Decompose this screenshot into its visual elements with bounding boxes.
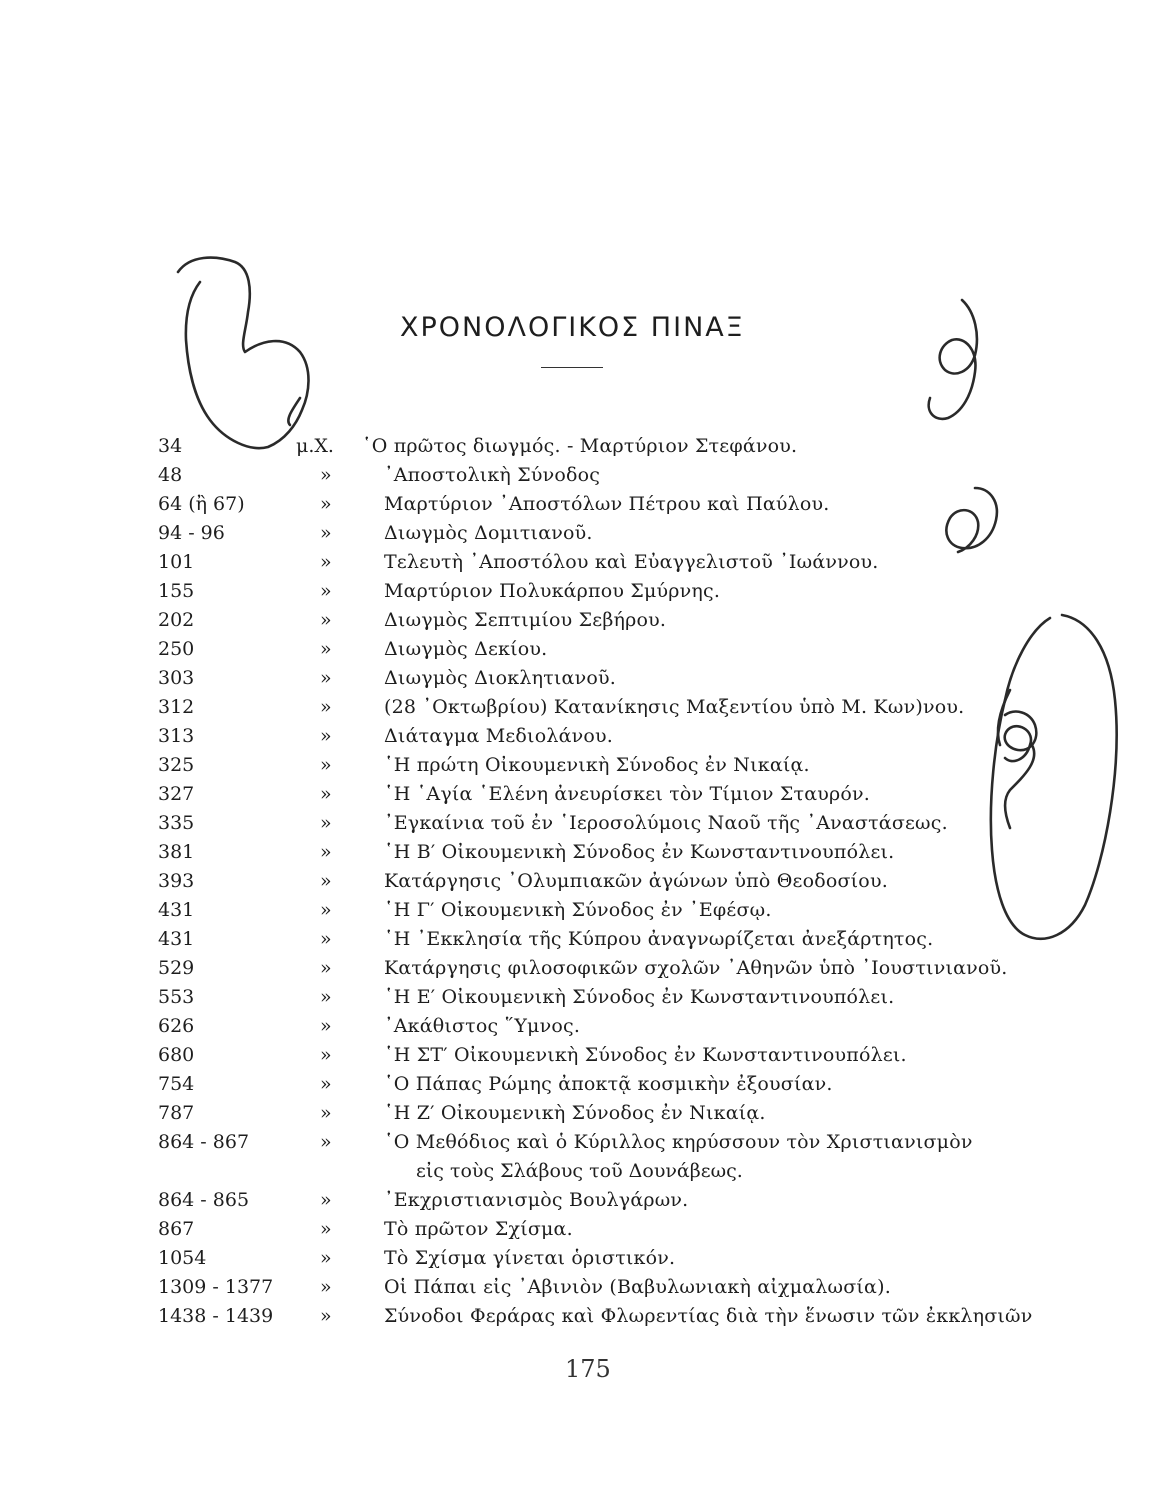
ditto-mark: »	[320, 1015, 332, 1037]
entry-event: Διάταγμα Μεδιολάνου.	[384, 725, 613, 747]
entry-event: Μαρτύριον Πολυκάρπου Σμύρνης.	[384, 580, 721, 602]
entry-event: ῾Η ΣΤ′ Οἰκουμενικὴ Σύνοδος ἐν Κωνσταντινουπόλει.	[384, 1044, 907, 1066]
entry-event-continuation: εἰς τοὺς Σλάβους τοῦ Δουνάβεως.	[416, 1160, 743, 1182]
entry-event: Σύνοδοι Φεράρας καὶ Φλωρεντίας διὰ τὴν ἕνωσιν τῶν ἐκκλησιῶν	[384, 1305, 1033, 1327]
ditto-mark: »	[320, 609, 332, 631]
entry-event: ῾Η Ζ′ Οἰκουμενικὴ Σύνοδος ἐν Νικαίᾳ.	[384, 1102, 766, 1124]
ditto-mark: »	[320, 1276, 332, 1298]
ditto-mark: »	[320, 1218, 332, 1240]
entry-event: Τὸ πρῶτον Σχίσμα.	[384, 1218, 573, 1240]
inner-knot-scribble	[1005, 712, 1037, 762]
ditto-mark: »	[320, 754, 332, 776]
entry-event: ᾿Αποστολικὴ Σύνοδος	[384, 464, 601, 486]
entry-year: 250	[158, 638, 195, 660]
ditto-mark: »	[320, 493, 332, 515]
ditto-mark: »	[320, 725, 332, 747]
entry-year: 864 - 865	[158, 1189, 250, 1211]
entry-year: 393	[158, 870, 195, 892]
page-number: 175	[565, 1355, 611, 1383]
entry-year: 431	[158, 928, 195, 950]
era-label: μ.Χ.	[296, 435, 334, 457]
entry-event: Κατάργησις ᾿Ολυμπιακῶν ἀγώνων ὑπὸ Θεοδοσίου.	[384, 870, 888, 892]
entry-year: 64 (ἢ 67)	[158, 493, 245, 515]
ditto-mark: »	[320, 522, 332, 544]
ditto-mark: »	[320, 1247, 332, 1269]
entry-year: 303	[158, 667, 195, 689]
left-hook-tail	[288, 398, 300, 425]
entry-event: ῾Η ῾Αγία ῾Ελένη ἀνευρίσκει τὸν Τίμιον Σταυρόν.	[384, 783, 871, 805]
right-loop-scribble	[929, 300, 977, 419]
entry-event: ᾿Εγκαίνια τοῦ ἐν ῾Ιεροσολύμοις Ναοῦ τῆς ᾿Αναστάσεως.	[384, 812, 948, 834]
ditto-mark: »	[320, 580, 332, 602]
entry-event: Οἱ Πάπαι εἰς ᾿Αβινιὸν (Βαβυλωνιακὴ αἰχμαλωσία).	[384, 1276, 891, 1298]
entry-event: ῾Ο πρῶτος διωγμός. - Μαρτύριον Στεφάνου.	[362, 435, 798, 457]
entry-year: 787	[158, 1102, 195, 1124]
entry-year: 155	[158, 580, 195, 602]
entry-event: ῾Ο Πάπας Ρώμης ἀποκτᾷ κοσμικὴν ἐξουσίαν.	[384, 1073, 833, 1095]
ditto-mark: »	[320, 1102, 332, 1124]
entry-event: ῾Η ᾿Εκκλησία τῆς Κύπρου ἀναγνωρίζεται ἀνεξάρτητος.	[384, 928, 934, 950]
ditto-mark: »	[320, 783, 332, 805]
entry-year: 202	[158, 609, 195, 631]
entry-event: ῾Η Γ′ Οἰκουμενικὴ Σύνοδος ἐν ᾿Εφέσῳ.	[384, 899, 772, 921]
small-loop-scribble	[946, 488, 996, 552]
entry-year: 529	[158, 957, 195, 979]
ditto-mark: »	[320, 870, 332, 892]
ditto-mark: »	[320, 986, 332, 1008]
entry-event: ᾿Ακάθιστος ῞Υμνος.	[384, 1015, 581, 1037]
ditto-mark: »	[320, 1305, 332, 1327]
ditto-mark: »	[320, 928, 332, 950]
entry-event: ῾Η πρώτη Οἰκουμενικὴ Σύνοδος ἐν Νικαίᾳ.	[384, 754, 810, 776]
ditto-mark: »	[320, 1131, 332, 1153]
entry-event: Διωγμὸς Δομιτιανοῦ.	[384, 522, 593, 544]
entry-year: 1054	[158, 1247, 207, 1269]
entry-event: ᾿Εκχριστιανισμὸς Βουλγάρων.	[384, 1189, 689, 1211]
descending-stroke	[1005, 745, 1034, 828]
ditto-mark: »	[320, 899, 332, 921]
ditto-mark: »	[320, 1189, 332, 1211]
ditto-mark: »	[320, 464, 332, 486]
entry-event: Διωγμὸς Σεπτιμίου Σεβήρου.	[384, 609, 667, 631]
entry-year: 94 - 96	[158, 522, 225, 544]
ditto-mark: »	[320, 841, 332, 863]
ditto-mark: »	[320, 638, 332, 660]
entry-year: 553	[158, 986, 195, 1008]
ditto-mark: »	[320, 1044, 332, 1066]
page-title: ΧΡΟΝΟΛΟΓΙΚΟΣ ΠΙΝΑΞ	[400, 312, 745, 343]
entry-event: Διωγμὸς Δεκίου.	[384, 638, 548, 660]
entry-year: 381	[158, 841, 195, 863]
entry-year: 101	[158, 551, 195, 573]
entry-year: 327	[158, 783, 195, 805]
entry-year: 313	[158, 725, 195, 747]
entry-event: ῾Η Β′ Οἰκουμενικὴ Σύνοδος ἐν Κωνσταντινουπόλει.	[384, 841, 895, 863]
entry-event: (28 ᾿Οκτωβρίου) Κατανίκησις Μαξεντίου ὑπὸ Μ. Κων)νου.	[384, 696, 965, 718]
entry-event: Τὸ Σχίσμα γίνεται ὁριστικόν.	[384, 1247, 676, 1269]
entry-year: 680	[158, 1044, 195, 1066]
ditto-mark: »	[320, 696, 332, 718]
entry-year: 1438 - 1439	[158, 1305, 274, 1327]
entry-event: Μαρτύριον ᾿Αποστόλων Πέτρου καὶ Παύλου.	[384, 493, 830, 515]
ditto-mark: »	[320, 812, 332, 834]
entry-year: 312	[158, 696, 195, 718]
ditto-mark: »	[320, 551, 332, 573]
entry-year: 864 - 867	[158, 1131, 250, 1153]
entry-year: 626	[158, 1015, 195, 1037]
entry-event: ῾Ο Μεθόδιος καὶ ὁ Κύριλλος κηρύσσουν τὸν Χριστιανισμὸν	[384, 1131, 973, 1153]
entry-year: 1309 - 1377	[158, 1276, 274, 1298]
entry-year: 335	[158, 812, 195, 834]
entry-event: Τελευτὴ ᾿Αποστόλου καὶ Εὐαγγελιστοῦ ᾿Ιωάννου.	[384, 551, 879, 573]
ditto-mark: »	[320, 957, 332, 979]
entry-year: 48	[158, 464, 183, 486]
entry-year: 754	[158, 1073, 195, 1095]
ditto-mark: »	[320, 667, 332, 689]
entry-year: 867	[158, 1218, 195, 1240]
entry-event: Διωγμὸς Διοκλητιανοῦ.	[384, 667, 616, 689]
entry-year: 431	[158, 899, 195, 921]
large-oval-scribble	[991, 615, 1117, 939]
entry-year: 325	[158, 754, 195, 776]
entry-year: 34	[158, 435, 183, 457]
entry-event: ῾Η Ε′ Οἰκουμενικὴ Σύνοδος ἐν Κωνσταντινουπόλει.	[384, 986, 895, 1008]
ditto-mark: »	[320, 1073, 332, 1095]
entry-event: Κατάργησις φιλοσοφικῶν σχολῶν ᾿Αθηνῶν ὑπὸ ᾿Ιουστινιανοῦ.	[384, 957, 1008, 979]
